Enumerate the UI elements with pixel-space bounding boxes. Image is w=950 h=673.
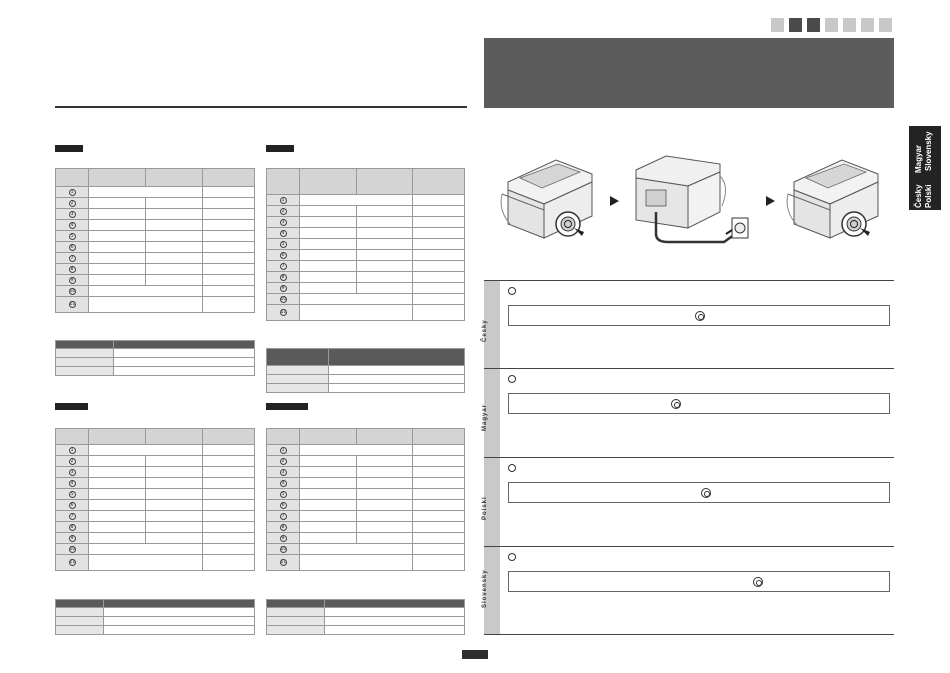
table-row [56,187,255,198]
table-row [56,500,255,511]
section-tag-1 [55,145,83,152]
lang-label-cesky: Česky [482,319,488,342]
step-number: 4 [280,480,287,487]
step-number: 3 [280,469,287,476]
table-row [267,489,465,500]
section-tag-3 [55,403,88,410]
power-button-icon [671,399,681,409]
power-button-icon [695,311,705,321]
language-block-cesky [484,280,894,368]
table-row [56,231,255,242]
table-row [56,522,255,533]
step-number: 2 [69,458,76,465]
table-row [56,489,255,500]
lang-side-polski: Polski [924,184,933,208]
step-number: 4 [280,230,287,237]
step-number: 7 [69,255,76,262]
section-tag-2 [266,145,294,152]
step-number: 10 [280,296,287,302]
step-icon [508,553,516,561]
table-row [267,239,465,250]
section-tag-4 [266,403,308,410]
table-row [267,206,465,217]
step-number: 7 [280,263,287,270]
settings-table-3 [55,428,255,571]
step-number: 11 [69,560,76,565]
table-row [267,261,465,272]
settings-table-1 [55,168,255,313]
table-row [56,456,255,467]
info-table-1 [55,340,255,376]
step-number: 6 [280,252,287,259]
table-row [267,456,465,467]
page-number-tab [462,650,488,659]
table-row [267,283,465,294]
table-row [56,297,255,313]
table-row [56,242,255,253]
step-number: 2 [280,208,287,215]
step-number: 5 [69,233,76,240]
step-number: 1 [69,189,76,196]
settings-table-4 [266,428,465,571]
table-row [56,544,255,555]
step-number: 3 [69,211,76,218]
instruction-box [508,571,890,592]
step-number: 5 [69,491,76,498]
table-row [267,533,465,544]
table-row [267,467,465,478]
page-indicator-squares [771,18,892,32]
step-number: 6 [69,502,76,509]
instruction-box [508,305,890,326]
step-number: 8 [280,274,287,281]
step-number: 11 [280,310,287,315]
table-row [267,511,465,522]
table-row [56,275,255,286]
power-button-icon [701,488,711,498]
step-number: 8 [69,524,76,531]
language-block-slovensky [484,546,894,634]
arrow-right-icon [610,196,619,206]
printer-power-off-illustration [496,152,604,244]
table-row [56,264,255,275]
step-number: 9 [280,535,287,542]
step-number: 6 [69,244,76,251]
step-number: 10 [69,546,76,552]
table-row [267,555,465,571]
table-row [267,228,465,239]
arrow-right-icon [766,196,775,206]
step-number: 2 [280,458,287,465]
top-divider [55,106,467,108]
step-number: 3 [69,469,76,476]
step-number: 10 [280,546,287,552]
step-number: 5 [280,241,287,248]
step-number: 1 [280,197,287,204]
table-row [267,522,465,533]
step-number: 7 [69,513,76,520]
table-row [267,217,465,228]
step-number: 4 [69,480,76,487]
step-number: 11 [280,560,287,565]
power-button-icon [753,577,763,587]
step-number: 3 [280,219,287,226]
step-number: 9 [69,277,76,284]
lang-label-magyar: Magyar [482,403,488,431]
step-number: 6 [280,502,287,509]
step-number: 9 [280,285,287,292]
lang-label-polski: Polski [482,496,488,520]
step-number: 11 [69,302,76,307]
table-row [56,220,255,231]
language-index-tab [909,126,941,210]
table-row [56,511,255,522]
info-table-2 [266,348,465,393]
table-row [267,544,465,555]
lang-side-slovensky: Slovensky [924,131,933,171]
step-number: 8 [69,266,76,273]
table-row [56,555,255,571]
settings-table-2 [266,168,465,321]
step-number: 1 [280,447,287,454]
table-row [267,305,465,321]
table-row [267,500,465,511]
table-row [267,272,465,283]
instruction-box [508,393,890,414]
table-row [56,209,255,220]
table-row [56,445,255,456]
step-number: 8 [280,524,287,531]
table-row [267,478,465,489]
step-number: 9 [69,535,76,542]
step-number: 4 [69,222,76,229]
table-row [267,294,465,305]
table-row [267,250,465,261]
step-number: 10 [69,288,76,294]
language-block-magyar [484,368,894,457]
step-number: 5 [280,491,287,498]
lang-label-slovensky: Slovensky [482,569,488,608]
info-table-3 [55,599,255,635]
info-table-4 [266,599,465,635]
instruction-box [508,482,890,503]
lang-side-cesky: Česky [914,184,923,208]
table-row [267,195,465,206]
language-block-polski [484,457,894,546]
step-icon [508,287,516,295]
printer-power-on-illustration [782,152,890,244]
table-row [56,198,255,209]
lang-side-magyar: Magyar [914,144,923,173]
table-row [56,286,255,297]
bottom-divider [484,634,894,635]
table-row [267,445,465,456]
table-row [56,253,255,264]
unplug-power-cord-illustration [626,150,754,250]
step-number: 1 [69,447,76,454]
title-banner [484,38,894,108]
step-icon [508,464,516,472]
step-number: 2 [69,200,76,207]
table-row [56,478,255,489]
step-icon [508,375,516,383]
step-number: 7 [280,513,287,520]
table-row [56,467,255,478]
table-row [56,533,255,544]
